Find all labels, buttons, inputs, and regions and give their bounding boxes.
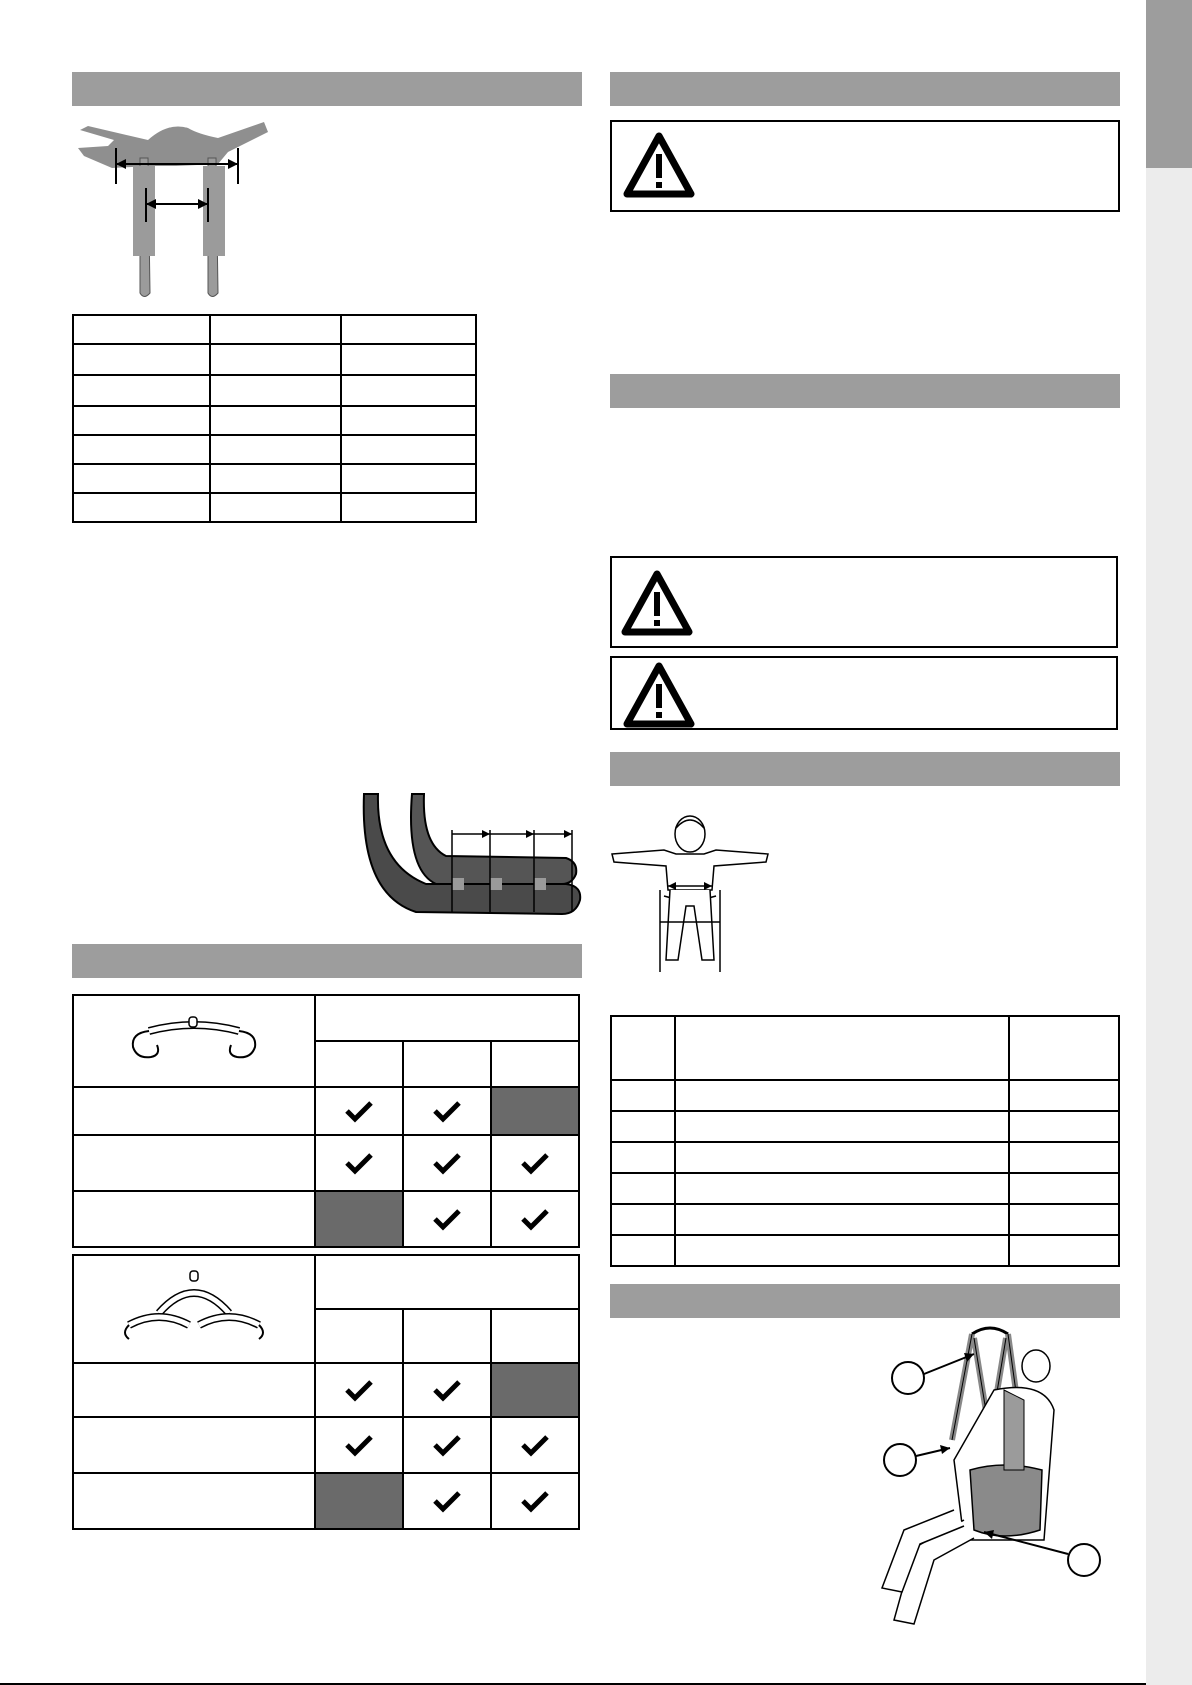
checkmark-icon <box>337 1372 381 1408</box>
table-row <box>73 464 476 493</box>
warning-triangle-icon <box>622 570 692 636</box>
table-row <box>611 1111 1119 1142</box>
spreader-bar-cell <box>73 995 315 1087</box>
table-row <box>73 1135 579 1191</box>
check-cell <box>315 1135 403 1191</box>
size-header-cell <box>315 995 579 1041</box>
table-row <box>73 344 476 375</box>
four-point-spreader-bar-icon <box>119 1269 269 1349</box>
check-cell <box>403 1363 491 1417</box>
check-cell <box>315 1363 403 1417</box>
table-row <box>611 1142 1119 1173</box>
section-header-parts <box>610 1284 1120 1318</box>
dimensions-table <box>72 314 477 523</box>
section-header-warning <box>610 72 1120 106</box>
unavailable-cell <box>315 1473 403 1529</box>
checkmark-icon <box>425 1145 469 1181</box>
section-header-two <box>610 374 1120 408</box>
table-row <box>611 1173 1119 1204</box>
spreader-bar-table-1 <box>72 994 580 1248</box>
unavailable-cell <box>491 1363 579 1417</box>
hip-measurement-illustration <box>606 810 776 976</box>
table-row <box>611 1204 1119 1235</box>
table-row <box>73 435 476 464</box>
check-cell <box>403 1087 491 1135</box>
section-header-measuring <box>610 752 1120 786</box>
check-cell <box>491 1417 579 1473</box>
warning-triangle-icon <box>624 132 694 198</box>
check-cell <box>315 1087 403 1135</box>
checkmark-icon <box>513 1427 557 1463</box>
checkmark-icon <box>513 1201 557 1237</box>
checkmark-icon <box>425 1483 469 1519</box>
table-row <box>73 1363 579 1417</box>
size-header-cell <box>315 1255 579 1309</box>
strap-loops-illustration <box>356 794 586 918</box>
checkmark-icon <box>513 1483 557 1519</box>
checkmark-icon <box>425 1093 469 1129</box>
warning-box-1 <box>610 120 1120 212</box>
check-cell <box>403 1191 491 1247</box>
size-table <box>610 1015 1120 1267</box>
table-cell <box>1009 1016 1119 1080</box>
checkmark-icon <box>425 1201 469 1237</box>
spreader-bar-cell <box>73 1255 315 1363</box>
checkmark-icon <box>425 1427 469 1463</box>
side-tab-active-marker <box>1146 0 1192 168</box>
side-tab <box>1146 0 1192 1685</box>
check-cell <box>403 1135 491 1191</box>
checkmark-icon <box>513 1145 557 1181</box>
table-row <box>611 1235 1119 1266</box>
spreader-bar-table-2 <box>72 1254 580 1530</box>
sling-dimensions-illustration <box>78 118 278 304</box>
table-cell <box>210 315 341 344</box>
warning-box-2 <box>610 556 1118 648</box>
table-row <box>73 406 476 435</box>
check-cell <box>315 1417 403 1473</box>
table-row <box>73 493 476 522</box>
table-cell <box>675 1016 1009 1080</box>
table-row <box>73 375 476 406</box>
check-cell <box>491 1135 579 1191</box>
section-header-dimensions <box>72 72 582 106</box>
table-row <box>73 1473 579 1529</box>
table-row <box>73 1191 579 1247</box>
checkmark-icon <box>337 1145 381 1181</box>
check-cell <box>403 1473 491 1529</box>
table-cell <box>73 315 210 344</box>
unavailable-cell <box>315 1191 403 1247</box>
sling-parts-illustration <box>874 1320 1114 1625</box>
checkmark-icon <box>425 1372 469 1408</box>
checkmark-icon <box>337 1093 381 1129</box>
table-row <box>611 1080 1119 1111</box>
table-cell <box>611 1016 675 1080</box>
table-cell <box>341 315 476 344</box>
checkmark-icon <box>337 1427 381 1463</box>
two-point-spreader-bar-icon <box>119 1011 269 1071</box>
section-header-spreader-bars <box>72 944 582 978</box>
check-cell <box>403 1417 491 1473</box>
table-row <box>73 1417 579 1473</box>
unavailable-cell <box>491 1087 579 1135</box>
table-row <box>73 1087 579 1135</box>
check-cell <box>491 1191 579 1247</box>
check-cell <box>491 1473 579 1529</box>
warning-triangle-icon <box>624 662 694 728</box>
warning-box-3 <box>610 656 1118 730</box>
